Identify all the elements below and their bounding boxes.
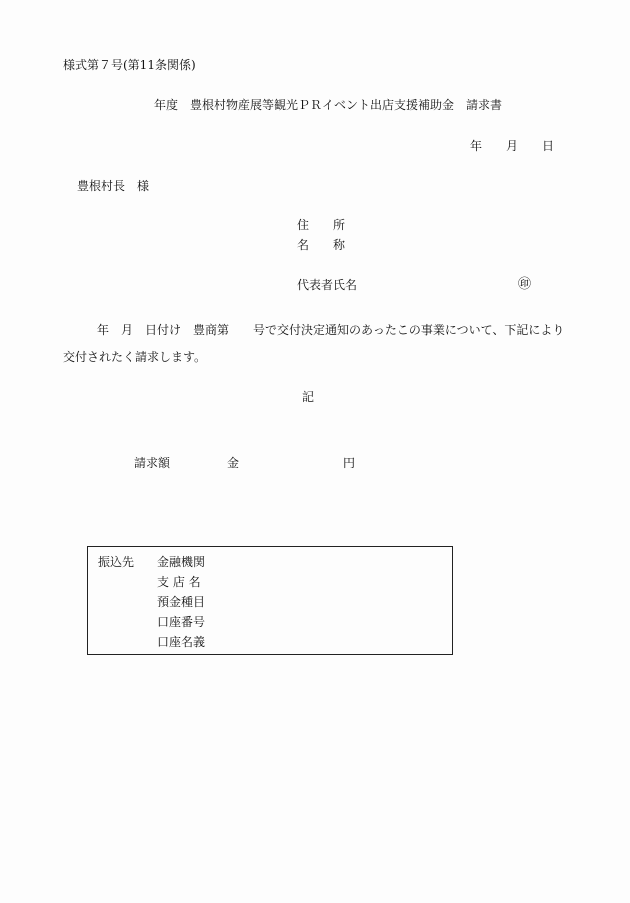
bank-field-account-holder: 口座名義 [157,635,206,649]
date-line [470,140,554,152]
bank-field-institution: 金融機関 [157,555,206,569]
date-year: 年 [470,139,483,153]
bank-field-branch: 支 店 名 [157,575,201,589]
amount-kin: 金 [227,456,240,470]
form-number: 様式第７号(第11条関係) [63,58,196,72]
date-day: 日 [542,139,555,153]
representative-label: 代表者氏名 [297,278,358,292]
page-title: 年度 豊根村物産展等観光ＰＲイベント出店支援補助金 請求書 [154,98,503,112]
ki-heading: 記 [302,390,315,404]
request-text-line-1: 年 月 日付け 豊商第 号で交付決定通知のあったこの事業について、下記により [97,323,565,337]
seal-mark: ㊞ [518,277,532,292]
name-label: 名 称 [297,238,346,252]
bank-field-account-type: 預金種目 [157,595,206,609]
date-month: 月 [506,139,519,153]
amount-yen: 円 [343,456,356,470]
address-label: 住 所 [297,218,346,232]
addressee: 豊根村長 様 [77,179,150,193]
bank-field-account-number: 口座番号 [157,615,206,629]
amount-label: 請求額 [134,456,171,470]
bank-heading: 振込先 [98,555,135,569]
request-text-line-2: 交付されたく請求します。 [63,350,207,364]
bank-transfer-box [87,546,453,655]
